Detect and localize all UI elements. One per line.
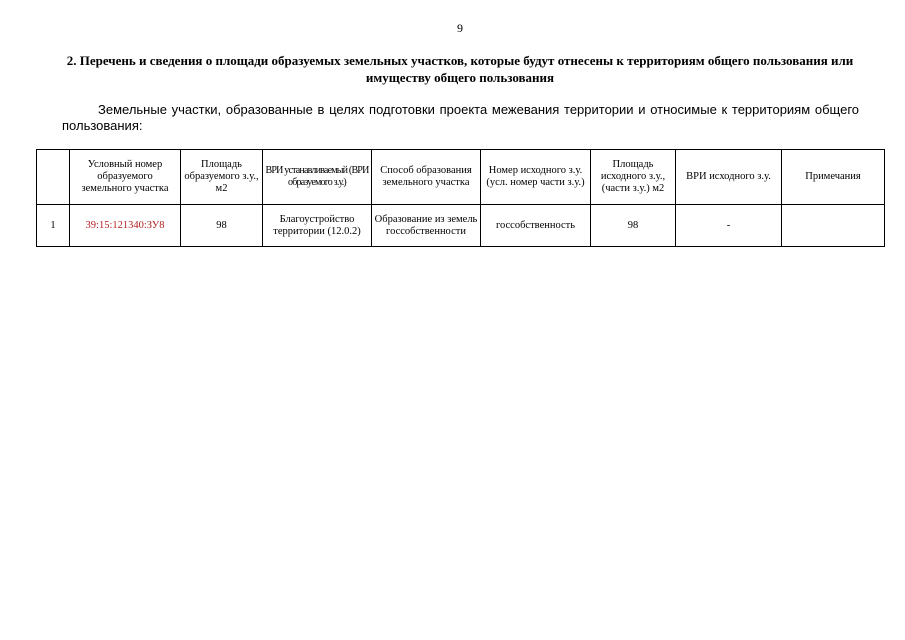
cell-source-parcel-number: госсобственность xyxy=(481,205,591,247)
parcel-table xyxy=(36,149,885,247)
header-source-parcel-area: Площадь исходного з.у., (части з.у.) м2 xyxy=(591,150,676,205)
cell-formation-method: Образование из земель госсобственности xyxy=(372,205,481,247)
header-vri-established: ВРИ устанавливаемый (ВРИ образуемого з.у.) xyxy=(263,150,372,205)
cell-parcel-number: 39:15:121340:ЗУ8 xyxy=(70,205,181,247)
header-parcel-number: Условный номер образуемого земельного участка xyxy=(70,150,181,205)
intro-paragraph xyxy=(62,102,859,134)
page-number: 9 xyxy=(457,21,463,35)
cell-source-vri: - xyxy=(676,205,782,247)
header-parcel-area: Площадь образуемого з.у., м2 xyxy=(181,150,263,205)
cell-source-parcel-area: 98 xyxy=(591,205,676,247)
header-notes: Примечания xyxy=(782,150,885,205)
cell-parcel-area: 98 xyxy=(181,205,263,247)
table-header-row xyxy=(37,150,885,205)
cell-index: 1 xyxy=(37,205,70,247)
intro-text: Земельные участки, образованные в целях подготовки проекта межевания территории и относимые к территориям общего пользования: xyxy=(62,102,859,133)
section-heading: 2. Перечень и сведения о площади образуемых земельных участков, которые будут отнесены к территориям общего пользования или имуществу общего пользования xyxy=(66,53,854,85)
header-source-parcel-number: Номер исходного з.у. (усл. номер части з.у.) xyxy=(481,150,591,205)
header-index xyxy=(37,150,70,205)
cell-vri-established: Благоустройство территории (12.0.2) xyxy=(263,205,372,247)
cell-notes xyxy=(782,205,885,247)
header-source-vri: ВРИ исходного з.у. xyxy=(676,150,782,205)
table-row xyxy=(37,205,885,247)
header-formation-method: Способ образования земельного участка xyxy=(372,150,481,205)
